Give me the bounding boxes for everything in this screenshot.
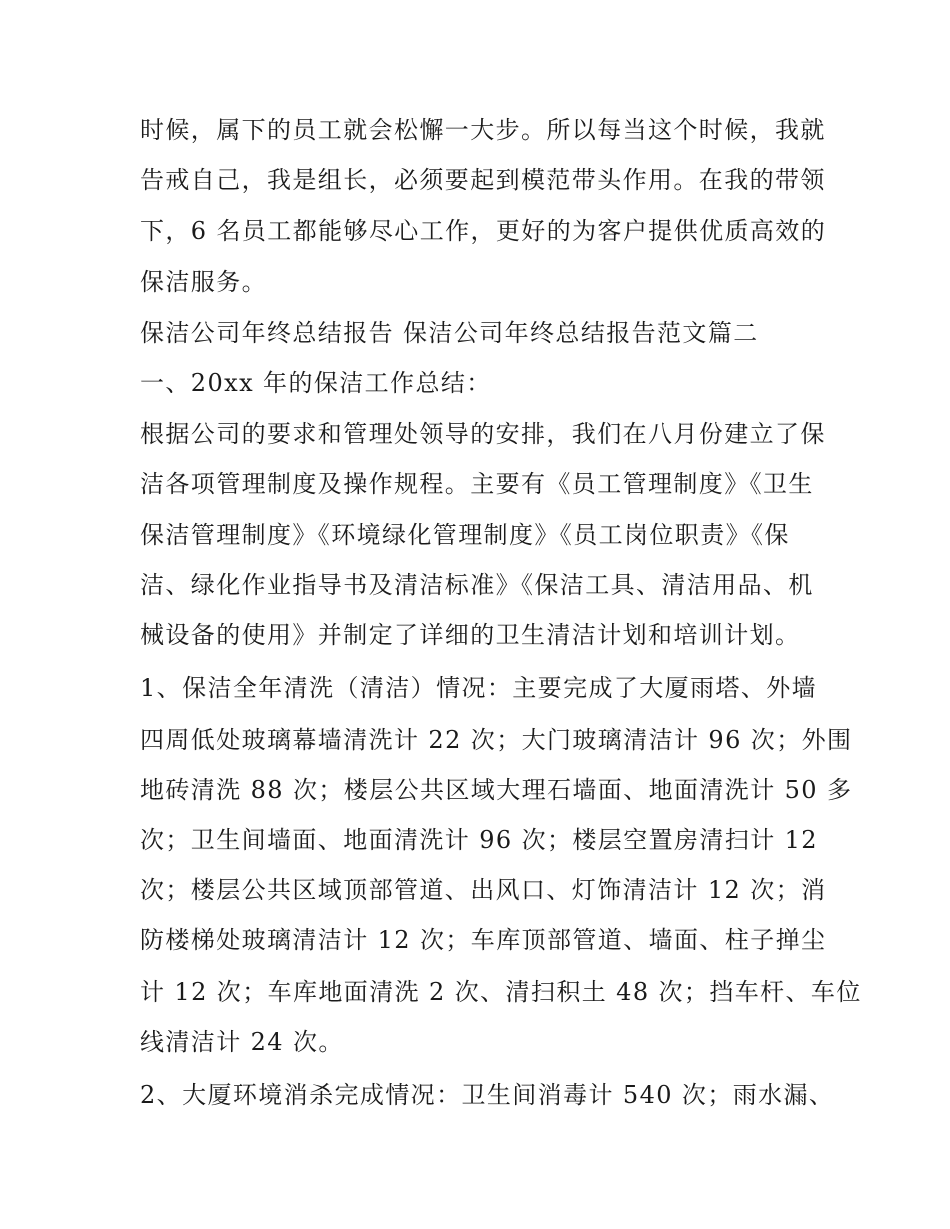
text-line: 地砖清洗 88 次；楼层公共区域大理石墙面、地面清洗计 50 多 bbox=[140, 776, 853, 804]
text-line: 次；卫生间墙面、地面清洗计 96 次；楼层空置房清扫计 12 bbox=[140, 826, 818, 854]
text-line: 根据公司的要求和管理处领导的安排，我们在八月份建立了保 bbox=[140, 420, 826, 448]
text-line: 2、大厦环境消杀完成情况：卫生间消毒计 540 次；雨水漏、 bbox=[140, 1081, 835, 1109]
text-line: 线清洁计 24 次。 bbox=[140, 1028, 344, 1056]
text-line: 保洁管理制度》《环境绿化管理制度》《员工岗位职责》《保 bbox=[140, 521, 790, 549]
text-line: 械设备的使用》并制定了详细的卫生清洁计划和培训计划。 bbox=[140, 621, 801, 649]
text-line: 时候，属下的员工就会松懈一大步。所以每当这个时候，我就 bbox=[140, 116, 826, 144]
text-line: 保洁服务。 bbox=[140, 268, 267, 296]
text-line: 下，6 名员工都能够尽心工作，更好的为客户提供优质高效的 bbox=[140, 217, 827, 245]
text-line: 洁各项管理制度及操作规程。主要有《员工管理制度》《卫生 bbox=[140, 470, 814, 498]
subsection-heading: 一、20xx 年的保洁工作总结： bbox=[140, 369, 492, 397]
text-line: 告戒自己，我是组长，必须要起到模范带头作用。在我的带领 bbox=[140, 166, 826, 194]
text-line: 次；楼层公共区域顶部管道、出风口、灯饰清洁计 12 次；消 bbox=[140, 876, 827, 904]
text-line: 防楼梯处玻璃清洁计 12 次；车库顶部管道、墙面、柱子掸尘 bbox=[140, 926, 827, 954]
section-heading: 保洁公司年终总结报告 保洁公司年终总结报告范文篇二 bbox=[140, 319, 759, 347]
text-line: 计 12 次；车库地面清洗 2 次、清扫积土 48 次；挡车杆、车位 bbox=[140, 978, 862, 1006]
text-line: 洁、绿化作业指导书及清洁标准》《保洁工具、清洁用品、机 bbox=[140, 571, 814, 599]
text-line: 1、保洁全年清洗（清洁）情况：主要完成了大厦雨塔、外墙 bbox=[140, 674, 818, 702]
text-line: 四周低处玻璃幕墙清洗计 22 次；大门玻璃清洁计 96 次；外围 bbox=[140, 726, 853, 754]
